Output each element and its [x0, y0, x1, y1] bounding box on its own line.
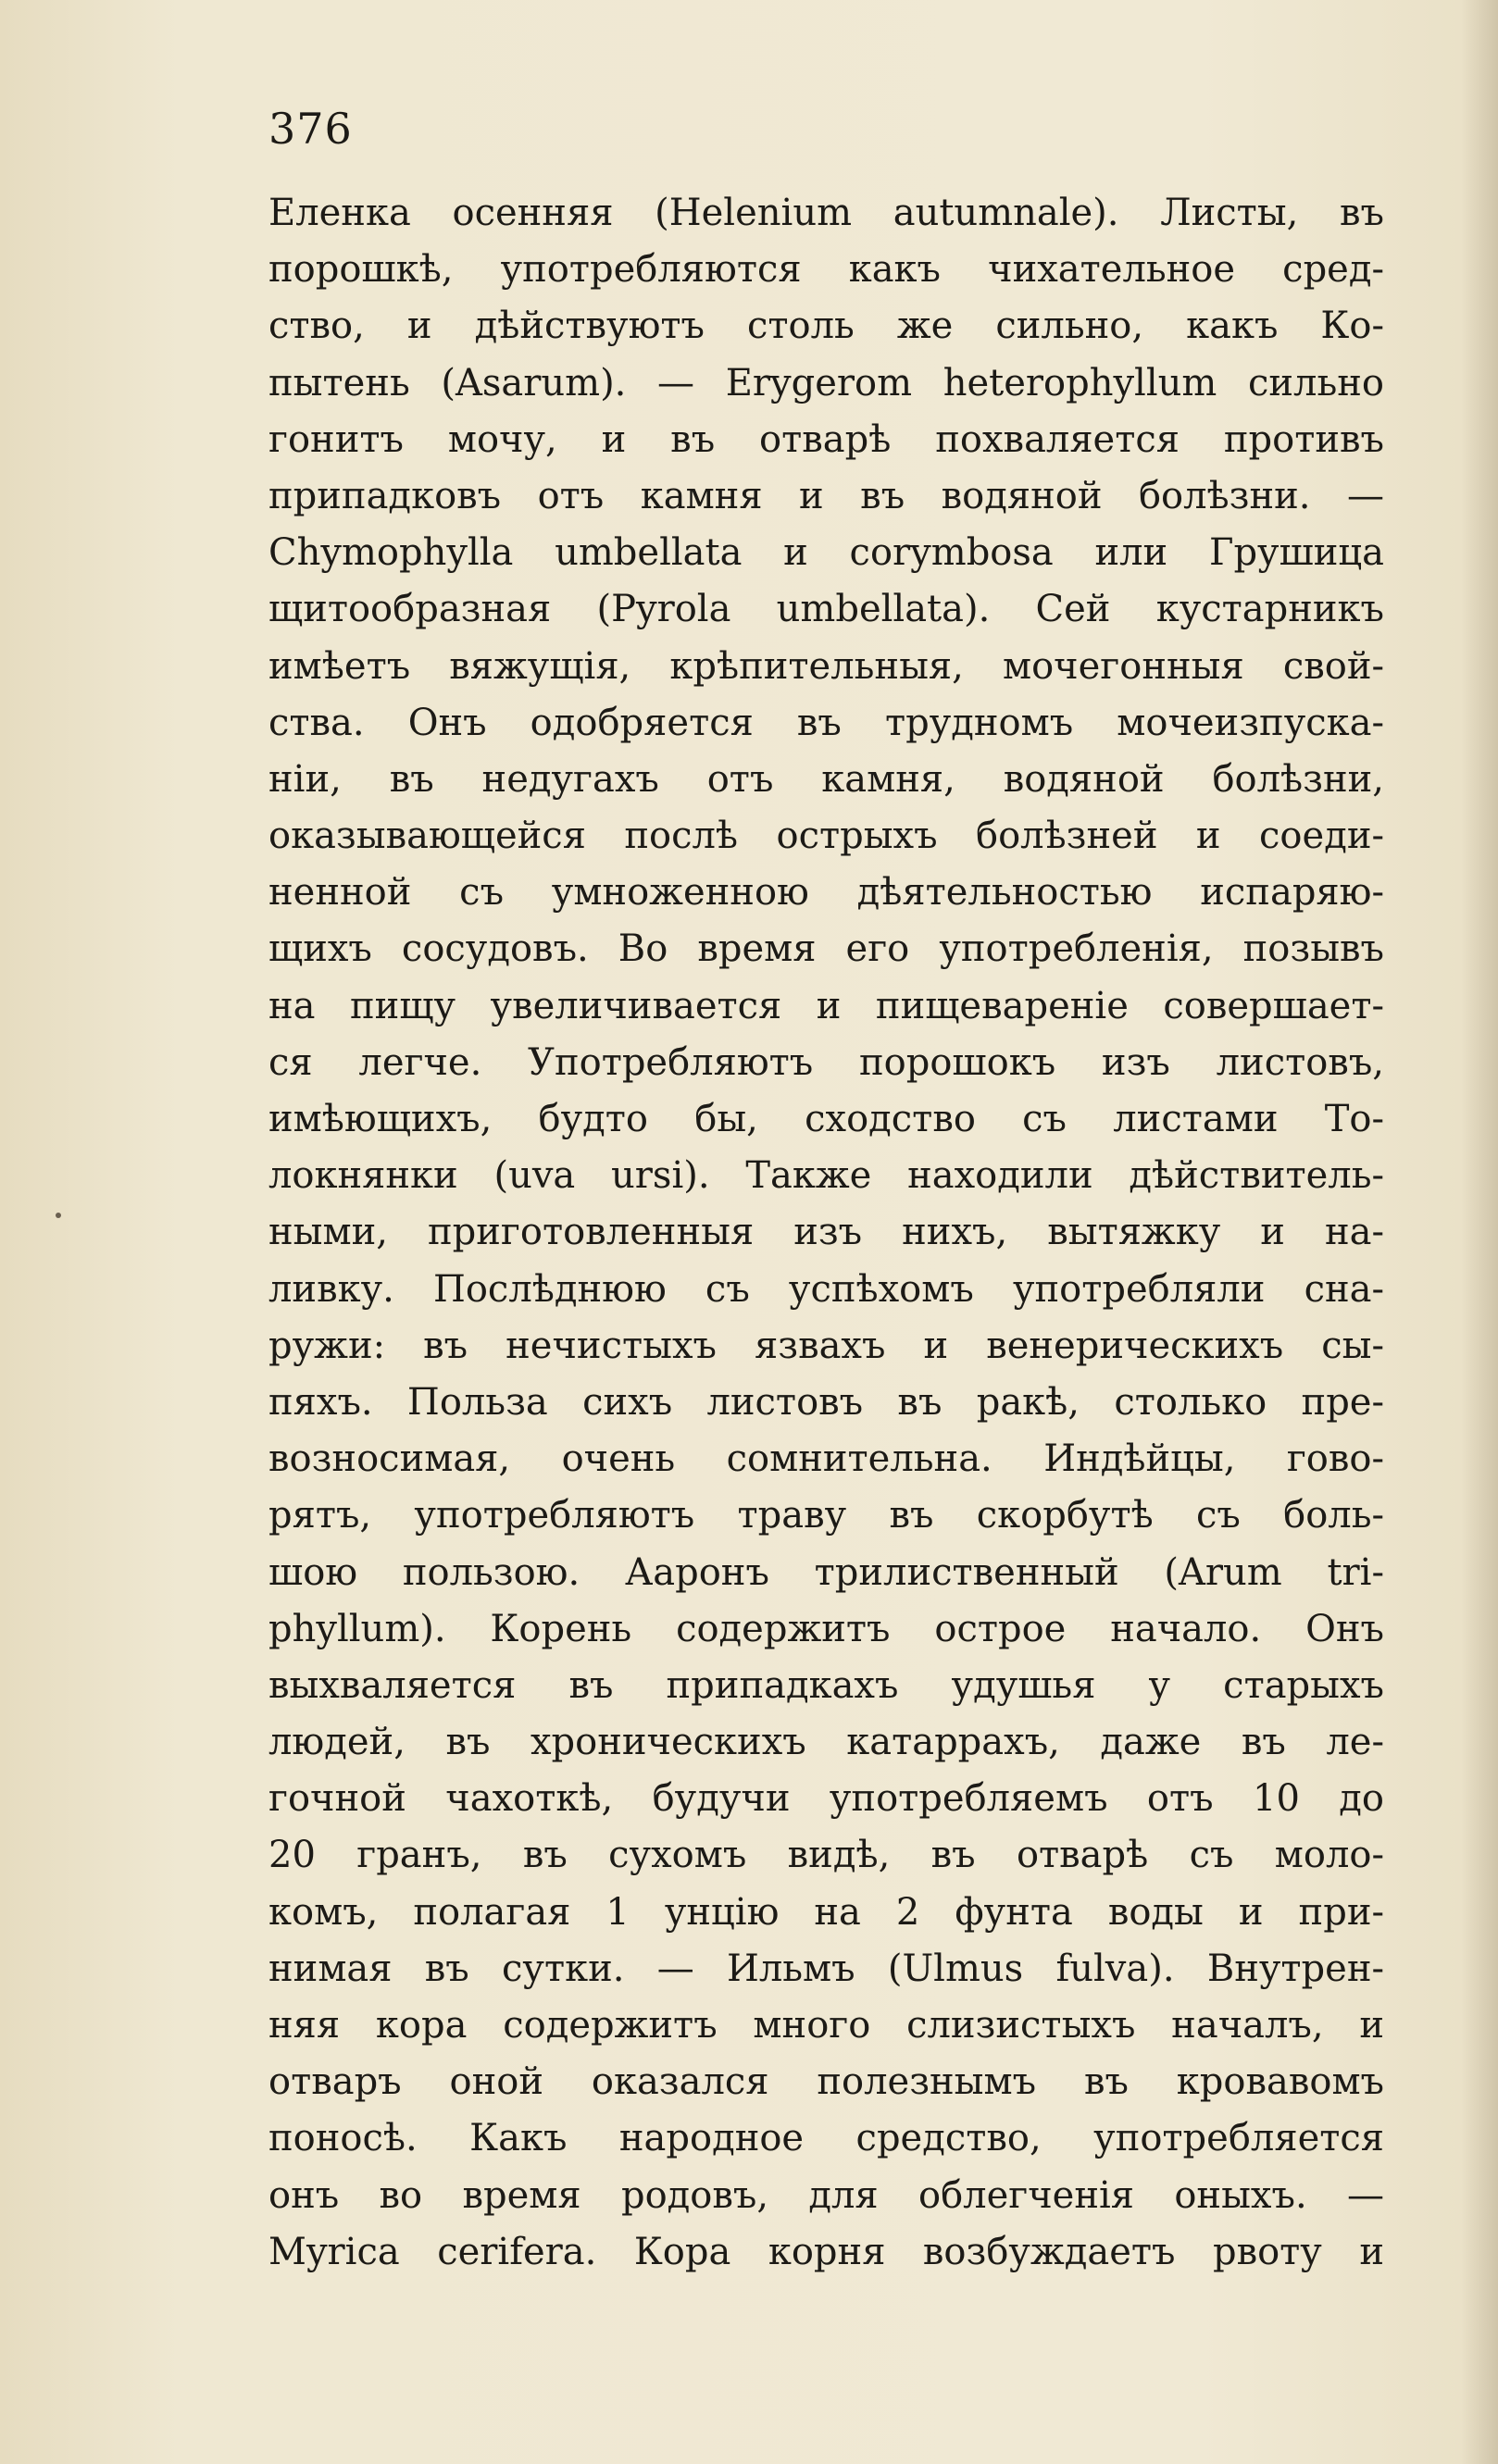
text-line: онъ во время родовъ, для облегченія оныхъ. —	[268, 2173, 1384, 2217]
text-line: пытень (Asarum). — Erygerom heterophyllum сильно	[268, 361, 1384, 404]
text-line: Chymophylla umbellata и corymbosa или Грушица	[268, 531, 1384, 575]
text-line: ружи: въ нечистыхъ язвахъ и венерическихъ сы-	[268, 1324, 1384, 1367]
text-line: няя кора содержитъ много слизистыхъ началъ, и	[268, 2004, 1384, 2047]
text-line: локнянки (uva ursi). Также находили дѣйствитель-	[268, 1154, 1384, 1198]
text-line: нимая въ сутки. — Ильмъ (Ulmus fulva). Внутрен-	[268, 1947, 1384, 1990]
text-line: имѣетъ вяжущія, крѣпительныя, мочегонныя свой-	[268, 644, 1384, 688]
text-line: выхваляется въ припадкахъ удушья у старыхъ	[268, 1663, 1384, 1707]
text-line: ненной съ умноженною дѣятельностью испаряю-	[268, 871, 1384, 915]
page-number: 376	[268, 104, 353, 154]
text-line: ства. Онъ одобряется въ трудномъ мочеизпуска-	[268, 701, 1384, 744]
text-line: гонитъ мочу, и въ отварѣ похваляется противъ	[268, 417, 1384, 461]
text-line: рятъ, употребляютъ траву въ скорбутѣ съ боль-	[268, 1494, 1384, 1537]
text-line: ными, приготовленныя изъ нихъ, вытяжку и на-	[268, 1211, 1384, 1254]
text-line: ніи, въ недугахъ отъ камня, водяной болѣзни,	[268, 757, 1384, 801]
text-line: отваръ оной оказался полезнымъ въ кровавомъ	[268, 2060, 1384, 2104]
text-line: припадковъ отъ камня и въ водяной болѣзни. —	[268, 474, 1384, 517]
text-line: пяхъ. Польза сихъ листовъ въ ракѣ, столько пре-	[268, 1380, 1384, 1424]
text-line: возносимая, очень сомнительна. Индѣйцы, гово-	[268, 1437, 1384, 1481]
text-line: имѣющихъ, будто бы, сходство съ листами То-	[268, 1098, 1384, 1140]
text-line: людей, въ хроническихъ катаррахъ, даже въ ле-	[268, 1721, 1384, 1764]
body-text	[268, 185, 1384, 2281]
text-line: ся легче. Употребляютъ порошокъ изъ листовъ,	[268, 1040, 1384, 1084]
text-line: на пищу увеличивается и пищевареніе совершает-	[268, 984, 1384, 1027]
text-line: щитообразная (Pyrola umbellata). Сей кустарникъ	[268, 588, 1384, 631]
text-line: оказывающейся послѣ острыхъ болѣзней и соеди-	[268, 815, 1384, 858]
text-line: 20 гранъ, въ сухомъ видѣ, въ отварѣ съ моло-	[268, 1834, 1384, 1877]
text-line: шою пользою. Ааронъ трилиственный (Arum tri-	[268, 1550, 1384, 1594]
text-line: ство, и дѣйствуютъ столь же сильно, какъ Ко-	[268, 305, 1384, 348]
text-line: Еленка осенняя (Helenium autumnale). Листы, въ	[268, 192, 1384, 234]
text-line: поносѣ. Какъ народное средство, употребляется	[268, 2117, 1384, 2160]
text-line: комъ, полагая 1 унцію на 2 фунта воды и при-	[268, 1890, 1384, 1934]
text-line: Myrica cerifera. Кора корня возбуждаетъ рвоту и	[268, 2230, 1384, 2273]
text-line: гочной чахоткѣ, будучи употребляемъ отъ 10 до	[268, 1777, 1384, 1821]
text-line: щихъ сосудовъ. Во время его употребленія, позывъ	[268, 927, 1384, 971]
text-line: phyllum). Корень содержитъ острое начало. Онъ	[268, 1607, 1384, 1650]
text-line: ливку. Послѣднюю съ успѣхомъ употребляли сна-	[268, 1267, 1384, 1311]
page-edge-shadow	[1461, 0, 1498, 2464]
margin-speck	[56, 1213, 61, 1218]
text-line: порошкѣ, употребляются какъ чихательное сред-	[268, 248, 1384, 292]
